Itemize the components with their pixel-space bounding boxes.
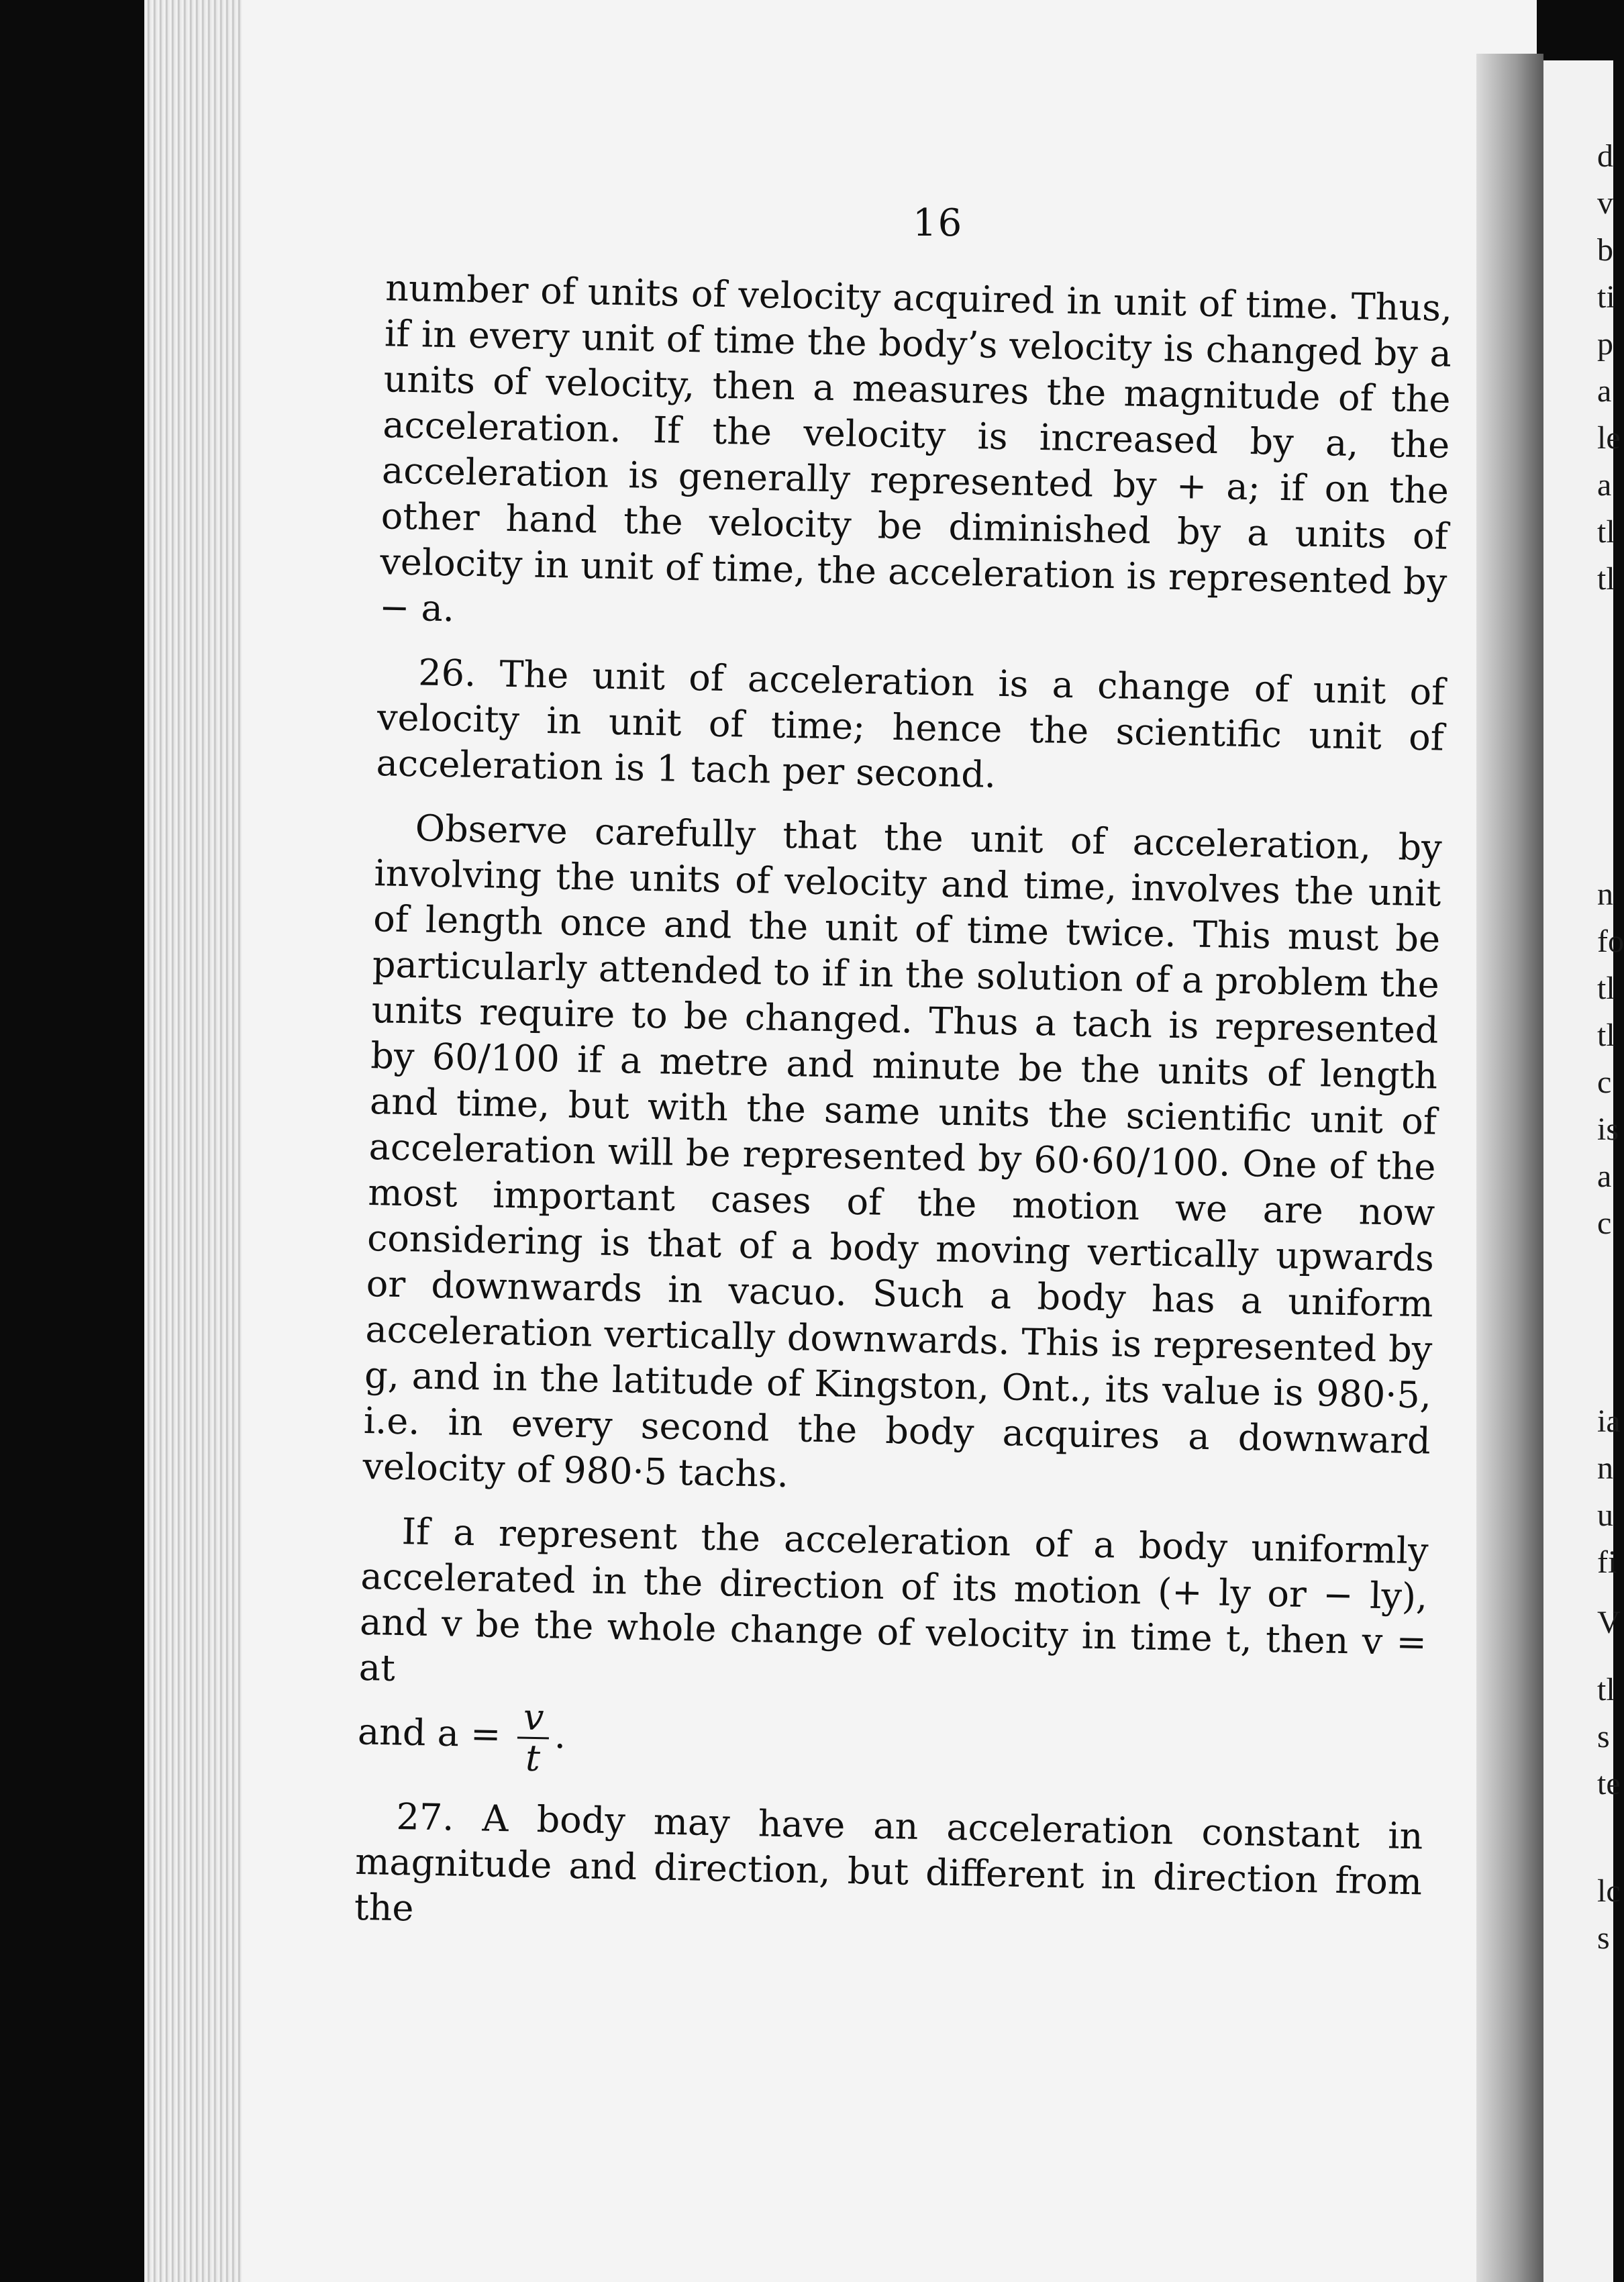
page-number: 16 [913, 201, 964, 245]
paragraph-continuation: number of units of velocity acquired in unit of time. Thus, if in every unit of time the body’s velocity is changed by a units of velocity, then a measures the magnitude of the acceleration. If the velocity is increased by a, the acceleration is generally represented by + a; if on the other hand the velocity be diminished by a units of velocity in unit of time, the acceleration is represented by − a. [378, 266, 1453, 630]
formula-fraction [517, 1697, 550, 1778]
body-text [354, 265, 1452, 1950]
facing-page-fragment: tl [1597, 971, 1615, 1006]
facing-page-fragment: c [1597, 1064, 1612, 1100]
page-edges [144, 0, 245, 2282]
facing-page-fragment: ti [1597, 279, 1615, 315]
facing-page-fragment: is [1597, 1111, 1619, 1147]
facing-page-fragment: p [1597, 326, 1613, 362]
formula-suffix: . [554, 1714, 566, 1757]
facing-page-fragment: v [1597, 185, 1613, 221]
facing-page-fragment: a [1597, 467, 1612, 503]
paragraph-uniform-acceleration: If a represent the acceleration of a body uniformly accelerated in the direction of its motion (+ ly or − ly), and v be the whole change of velocity in time t, then v = at [358, 1510, 1429, 1689]
facing-page-edge [1543, 60, 1624, 2282]
facing-page-fragment: tl [1597, 514, 1615, 550]
facing-page-fragment: s [1597, 1920, 1610, 1956]
facing-page-fragment: tl [1597, 1672, 1615, 1707]
facing-page-fragment: b [1597, 232, 1613, 268]
formula-denominator: t [525, 1736, 541, 1780]
facing-page-fragment: le [1597, 420, 1621, 456]
facing-page-fragment: lc [1597, 1873, 1621, 1909]
paragraph-27: 27. A body may have an acceleration constant in magnitude and direction, but different in direction from the [354, 1795, 1423, 1930]
page-gutter-shadow [1476, 54, 1543, 2282]
facing-page-fragment: s [1597, 1719, 1610, 1754]
facing-page-fragment: n [1597, 877, 1613, 912]
facing-page-fragment: ia [1597, 1403, 1621, 1439]
facing-page-fragment: d [1597, 138, 1613, 174]
facing-page-fragment: a [1597, 373, 1612, 409]
facing-page-fragment: u [1597, 1497, 1613, 1533]
paragraph-unit-of-acceleration: Observe carefully that the unit of acceleration, by involving the units of velocity and time, involves the unit of length once and the unit of time twice. This must be particularly attended to if in the solution of a problem the units require to be changed. Thus a tach is represented by 60/100 if a metre and minute be the units of length and time, but with the same units the scientific unit of acceleration will be represented by 60·60/100. One of the most important cases of the motion we are now considering is that of a body moving vertically upwards or downwards in vacuo. Such a body has a uniform acceleration vertically downwards. This is represented by g, and in the latitude of Kingston, Ont., its value is 980·5, i.e. in every second the body acquires a downward velocity of 980·5 tachs. [362, 807, 1443, 1496]
formula-numerator: v [517, 1697, 550, 1739]
paragraph-26: 26. The unit of acceleration is a change of unit of velocity in unit of time; hence the scientific unit of acceleration is 1 tach per second. [376, 651, 1445, 796]
facing-page-fragment: tl [1597, 561, 1615, 597]
facing-page-fragment: V [1597, 1605, 1621, 1640]
facing-page-fragment: a [1597, 1158, 1612, 1194]
facing-page-fragment: fi [1597, 1544, 1617, 1580]
formula-prefix: and a = [357, 1710, 501, 1756]
facing-page-fragment: n [1597, 1450, 1613, 1486]
facing-page-fragment: tl [1597, 1018, 1615, 1053]
facing-page-fragment: c [1597, 1205, 1612, 1241]
facing-page-fragment: te [1597, 1766, 1621, 1801]
facing-page-fragment: fo [1597, 924, 1624, 959]
